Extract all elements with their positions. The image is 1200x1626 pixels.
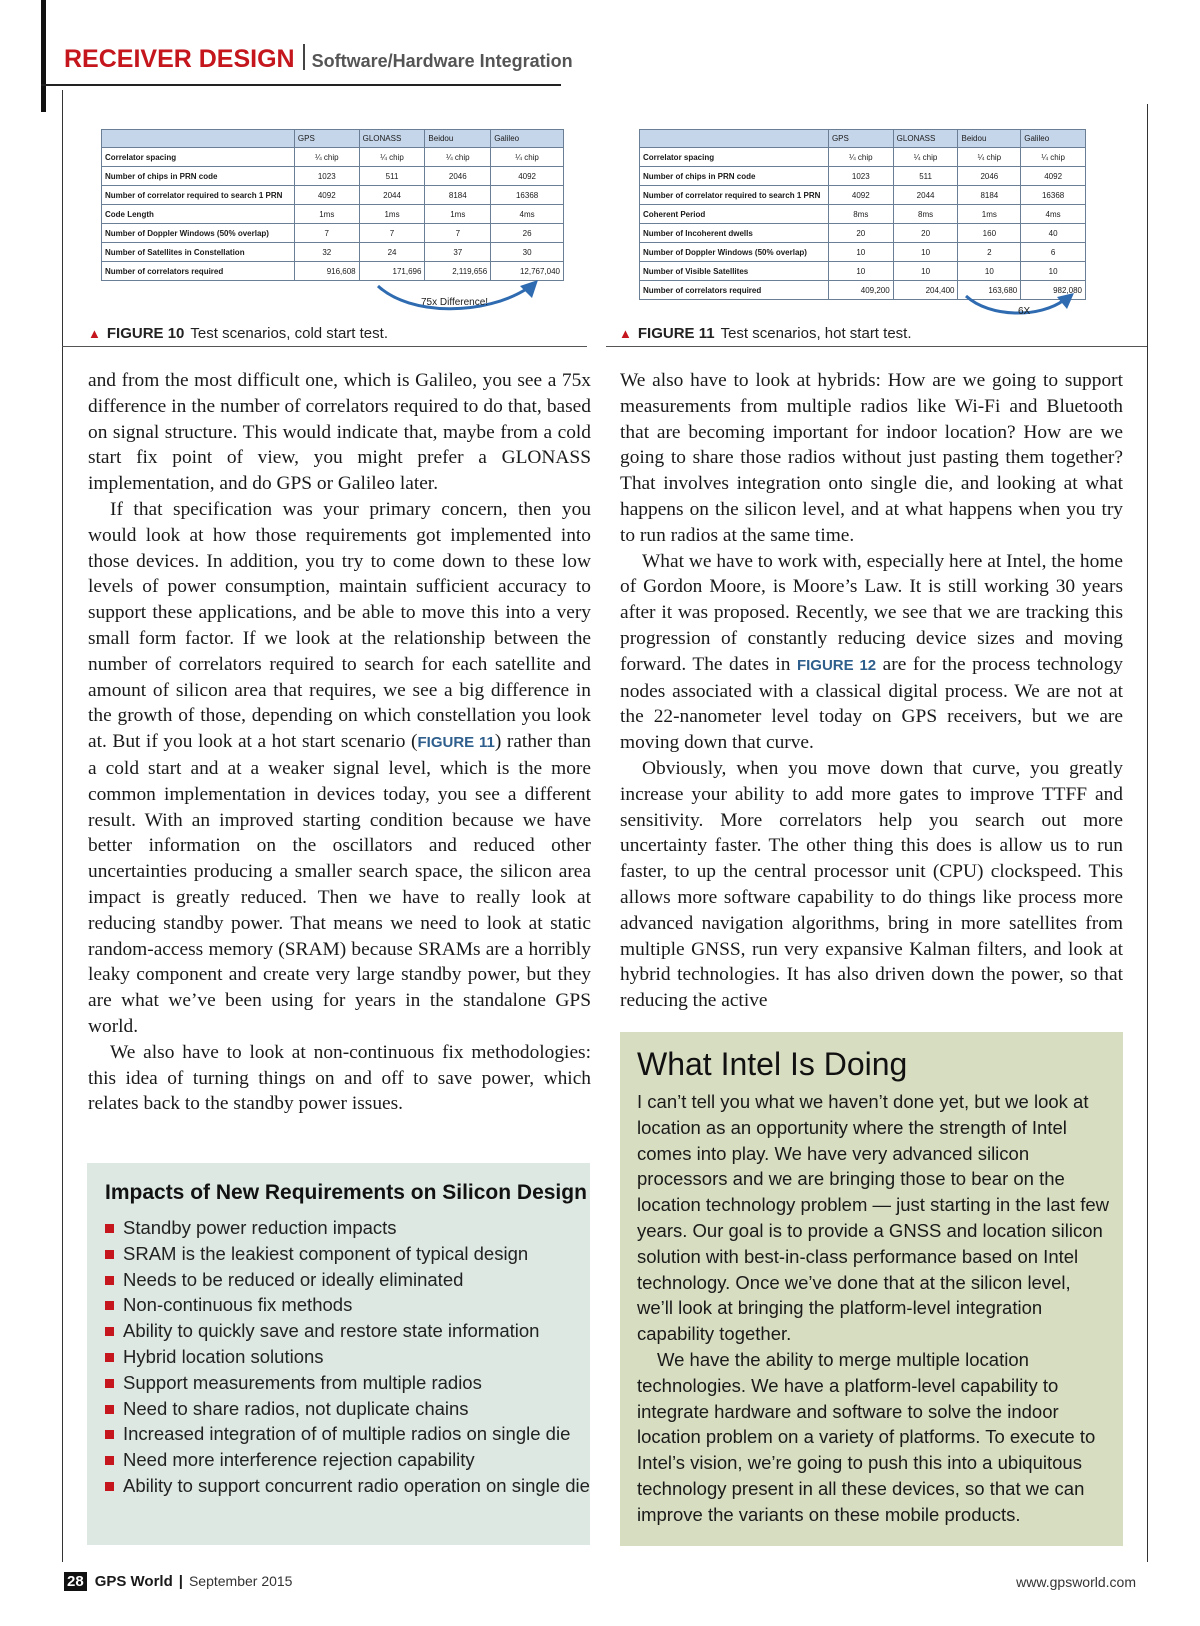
cell: 20: [828, 224, 893, 243]
cell: 1023: [294, 167, 359, 186]
table-row: [102, 148, 564, 167]
cell: 2: [958, 243, 1021, 262]
cell: 1023: [828, 167, 893, 186]
cell: ¼ chip: [359, 148, 425, 167]
bullet-square-icon: [105, 1405, 114, 1414]
row-label: Number of Doppler Windows (50% overlap): [102, 224, 295, 243]
list-item-text: Hybrid location solutions: [123, 1345, 324, 1367]
bullet-square-icon: [105, 1276, 114, 1285]
cell: 511: [893, 167, 958, 186]
cell: ¼ chip: [425, 148, 491, 167]
list-item-text: SRAM is the leakiest component of typical design: [123, 1242, 529, 1264]
bullet-square-icon: [105, 1482, 114, 1491]
figure-10-annotation: 75x Difference!: [421, 297, 489, 308]
cell: 2044: [359, 186, 425, 205]
footer-separator: |: [178, 1573, 183, 1590]
row-label: Number of Satellites in Constellation: [102, 243, 295, 262]
paragraph: We have the ability to merge multiple location technologies. We have a platform-level capability to integrate hardware and software to solve the indoor location problem on a variety of platforms. To execute to Intel’s vision, we’re going to push this into a ubiquitous technology present in all these devices, so that we can improve the variants on these mobile products.: [637, 1348, 1096, 1525]
table-row: [102, 205, 564, 224]
caption-text: Test scenarios, hot start test.: [720, 325, 912, 342]
header-cell: GPS: [828, 130, 893, 148]
cell: 2,119,656: [425, 262, 491, 281]
caption-label: FIGURE 11: [637, 325, 715, 342]
bullet-square-icon: [105, 1327, 114, 1336]
cell: 8ms: [828, 205, 893, 224]
impacts-list: [87, 1215, 590, 1499]
right-column: [620, 368, 1123, 1014]
table-row: [640, 262, 1086, 281]
row-label: Number of correlator required to search 1 PRN: [640, 186, 829, 205]
cell: 12,767,040: [491, 262, 564, 281]
row-label: Number of Doppler Windows (50% overlap): [640, 243, 829, 262]
row-label: Number of Incoherent dwells: [640, 224, 829, 243]
row-label: Number of chips in PRN code: [640, 167, 829, 186]
list-item-text: Increased integration of of multiple radios on single die: [123, 1423, 571, 1445]
cell: ¼ chip: [491, 148, 564, 167]
table-row: [102, 224, 564, 243]
page-number: 28: [64, 1572, 87, 1591]
paragraph-text: What we have to work with, especially here at Intel, the home of Gordon Moore, is Moore’s Law. It is still working 30 years after it was proposed. Recently, we see that we are tracking this progression of constantly reducing device sizes and moving forward. The dates in: [620, 550, 1123, 675]
row-label: Number of correlator required to search 1 PRN: [102, 186, 295, 205]
header-underline: [41, 84, 561, 86]
header-cell: Beidou: [958, 130, 1021, 148]
footer: [64, 1572, 292, 1591]
paragraph: I can’t tell you what we haven’t done yet, but we look at location as an opportunity where the strength of Intel comes into play. We have very advanced silicon processors and we are bringing those to bear on the location technology problem — just starting in the last few years. Our goal is to provide a GNSS and location silicon solution with best-in-class performance based on Intel technology. Once we’ve done that at the silicon level, we’ll look at bringing the platform-level integration capability together.: [637, 1091, 1109, 1345]
cell: 4ms: [491, 205, 564, 224]
paragraph: [88, 497, 591, 1040]
cell: 7: [359, 224, 425, 243]
row-label: Number of Visible Satellites: [640, 262, 829, 281]
sidebar-title: What Intel Is Doing: [637, 1046, 908, 1082]
publication-name: GPS World: [94, 1573, 173, 1590]
cell: 982,080: [1021, 281, 1086, 300]
cell: 4ms: [1021, 205, 1086, 224]
cell: 30: [491, 243, 564, 262]
figure-11-caption: [619, 325, 912, 342]
row-label: Coherent Period: [640, 205, 829, 224]
list-item: [105, 1318, 590, 1344]
bullet-square-icon: [105, 1430, 114, 1439]
cell: 2046: [425, 167, 491, 186]
list-item: [105, 1396, 590, 1422]
caption-label: FIGURE 10: [106, 325, 185, 342]
header-cell: Galileo: [1021, 130, 1086, 148]
cell: 6: [1021, 243, 1086, 262]
list-item-text: Needs to be reduced or ideally eliminated: [123, 1268, 464, 1290]
header-cell: GPS: [294, 130, 359, 148]
table-row: [640, 205, 1086, 224]
intel-sidebar: [620, 1032, 1123, 1546]
cell: ¼ chip: [1021, 148, 1086, 167]
cell: 916,608: [294, 262, 359, 281]
list-item: [105, 1473, 590, 1499]
list-item-text: Need to share radios, not duplicate chains: [123, 1397, 469, 1419]
bullet-square-icon: [105, 1224, 114, 1233]
cell: ¼ chip: [828, 148, 893, 167]
cell: 7: [425, 224, 491, 243]
row-label: Number of chips in PRN code: [102, 167, 295, 186]
cell: 10: [893, 262, 958, 281]
cell: 511: [359, 167, 425, 186]
caption-triangle-icon: ▲: [619, 326, 632, 341]
table-row: [640, 186, 1086, 205]
cell: ¼ chip: [893, 148, 958, 167]
cell: 32: [294, 243, 359, 262]
cell: 1ms: [425, 205, 491, 224]
figure-divider: [62, 346, 587, 347]
cell: 4092: [294, 186, 359, 205]
cell: 7: [294, 224, 359, 243]
cell: 2044: [893, 186, 958, 205]
bullet-square-icon: [105, 1379, 114, 1388]
cell: 4092: [491, 167, 564, 186]
header-cell: GLONASS: [893, 130, 958, 148]
figure-divider: [606, 346, 1147, 347]
cell: 2046: [958, 167, 1021, 186]
header-accent-bar: [41, 0, 46, 112]
left-column: [88, 368, 591, 1117]
table-row: [640, 148, 1086, 167]
table-row: [640, 167, 1086, 186]
cell: 10: [828, 243, 893, 262]
cell: 4092: [828, 186, 893, 205]
list-item-text: Ability to support concurrent radio operation on single die: [123, 1474, 590, 1496]
cell: 160: [958, 224, 1021, 243]
figure-10-table: [101, 129, 564, 281]
paragraph: We also have to look at hybrids: How are we going to support measurements from multiple radios like Wi-Fi and Bluetooth that are becoming important for indoor location? How are we going to share those radios without just pasting them together? That involves integration onto single die, and looking at what happens on the silicon level, and at what happens when you try to run radios at the same time.: [620, 370, 1123, 546]
cell: 26: [491, 224, 564, 243]
header-cell: Galileo: [491, 130, 564, 148]
cell: 409,200: [828, 281, 893, 300]
section-subtitle: Software/Hardware Integration: [311, 51, 573, 71]
cell: 171,696: [359, 262, 425, 281]
list-item: [105, 1267, 590, 1293]
cell: 40: [1021, 224, 1086, 243]
caption-triangle-icon: ▲: [88, 326, 101, 341]
table-row: [640, 243, 1086, 262]
cell: 10: [828, 262, 893, 281]
list-item: [105, 1292, 590, 1318]
paragraph-text: are for the process technology nodes associated with a classical digital process. We are not at the 22-nanometer level today on GPS receivers, but we are moving down that curve.: [620, 653, 1123, 754]
cell: 37: [425, 243, 491, 262]
header-cell: [640, 130, 829, 148]
right-page-rule: [1147, 104, 1148, 1562]
sidebar-body: [637, 1089, 1109, 1528]
cell: 16368: [1021, 186, 1086, 205]
cell: 8184: [958, 186, 1021, 205]
row-label: Correlator spacing: [102, 148, 295, 167]
impacts-sidebar: [87, 1163, 590, 1545]
paragraph: We also have to look at non-continuous fix methodologies: this idea of turning things on and off to save power, which relates back to the standby power issues.: [88, 1041, 591, 1115]
list-item-text: Support measurements from multiple radios: [123, 1371, 482, 1393]
table-row: [102, 167, 564, 186]
left-page-rule: [62, 90, 63, 1562]
figure-10-caption: [88, 325, 388, 342]
bullet-square-icon: [105, 1353, 114, 1362]
cell: 24: [359, 243, 425, 262]
cell: 16368: [491, 186, 564, 205]
header-cell: [102, 130, 295, 148]
cell: 10: [958, 262, 1021, 281]
cell: 8ms: [893, 205, 958, 224]
cell: 4092: [1021, 167, 1086, 186]
paragraph-text: If that specification was your primary concern, then you would look at how those requirements got implemented into those devices. In addition, you try to come down to these low levels of power consumption, maintain sufficient accuracy to support these applications, and be able to move this into a very small form factor. If we look at the relationship between the number of correlators required to search for each satellite and amount of silicon area that requires, we see a big difference in the growth of those, depending on which constellation you look at. But if you look at a hot start scenario (: [88, 498, 591, 753]
cell: 163,680: [958, 281, 1021, 300]
table-row: [102, 186, 564, 205]
figure-11-annotation: 6X: [1018, 306, 1031, 317]
list-item: [105, 1447, 590, 1473]
list-item-text: Standby power reduction impacts: [123, 1217, 397, 1238]
list-item-text: Need more interference rejection capability: [123, 1449, 475, 1471]
list-item: [105, 1370, 590, 1396]
caption-text: Test scenarios, cold start test.: [190, 325, 388, 342]
sidebar-title: Impacts of New Requirements on Silicon Design: [105, 1181, 587, 1204]
list-item-text: Ability to quickly save and restore state information: [123, 1320, 540, 1342]
figure-11-table: [639, 129, 1086, 300]
bullet-square-icon: [105, 1456, 114, 1465]
row-label: Correlator spacing: [640, 148, 829, 167]
paragraph: and from the most difficult one, which is Galileo, you see a 75x difference in the number of correlators required to do that, based on signal structure. This would indicate that, maybe from a cold start fix point of view, you might prefer a GLONASS implementation, and do GPS or Galileo later.: [88, 370, 591, 495]
row-label: Code Length: [102, 205, 295, 224]
cell: ¼ chip: [294, 148, 359, 167]
paragraph: Obviously, when you move down that curve, you greatly increase your ability to add more gates to improve TTFF and sensitivity. More correlators help you search out more uncertainty faster. The other thing this does is allow us to run faster, to up the central processor unit (CPU) clockspeed. This allows more software capability to do things like process more advanced navigation algorithms, bring in more satellites from multiple GNSS, run very expansive Kalman filters, and look at hybrid technologies. It has also driven down the power, so that reducing the active: [620, 757, 1123, 1012]
bullet-square-icon: [105, 1250, 114, 1259]
paragraph-text: ) rather than a cold start and at a weaker signal level, which is the more common implementation in devices today, you see a different result. With an improved starting condition because we have better information on the oscillators and reduced other uncertainties producing a smaller search space, the silicon area impact is greatly reduced. Then we have to really look at reducing standby power. That means we need to look at static random-access memory (SRAM) because SRAMs are a horribly leaky component and create very large standby power, but they are what we’ve been using for years in the standalone GPS world.: [88, 731, 592, 1037]
bullet-square-icon: [105, 1301, 114, 1310]
list-item-text: Non-continuous fix methods: [123, 1294, 353, 1316]
paragraph: [620, 549, 1123, 756]
cell: 10: [1021, 262, 1086, 281]
table-header-row: [640, 130, 1086, 148]
cell: 1ms: [359, 205, 425, 224]
table-row: [102, 243, 564, 262]
row-label: Number of correlators required: [102, 262, 295, 281]
issue-date: September 2015: [188, 1573, 293, 1589]
figure-reference: FIGURE 12: [796, 656, 877, 674]
cell: 1ms: [294, 205, 359, 224]
section-header: [64, 44, 573, 74]
footer-url: www.gpsworld.com: [1016, 1574, 1136, 1590]
list-item: [105, 1215, 590, 1241]
row-label: Number of correlators required: [640, 281, 829, 300]
table-row: [640, 224, 1086, 243]
cell: 8184: [425, 186, 491, 205]
header-cell: GLONASS: [359, 130, 425, 148]
cell: 1ms: [958, 205, 1021, 224]
section-title: RECEIVER DESIGN: [64, 45, 295, 73]
figure-reference: FIGURE 11: [417, 734, 495, 752]
cell: 10: [893, 243, 958, 262]
cell: 204,400: [893, 281, 958, 300]
header-divider: [303, 44, 305, 70]
list-item: [105, 1421, 590, 1447]
header-cell: Beidou: [425, 130, 491, 148]
cell: ¼ chip: [958, 148, 1021, 167]
list-item: [105, 1241, 590, 1267]
list-item: [105, 1344, 590, 1370]
table-header-row: [102, 130, 564, 148]
cell: 20: [893, 224, 958, 243]
